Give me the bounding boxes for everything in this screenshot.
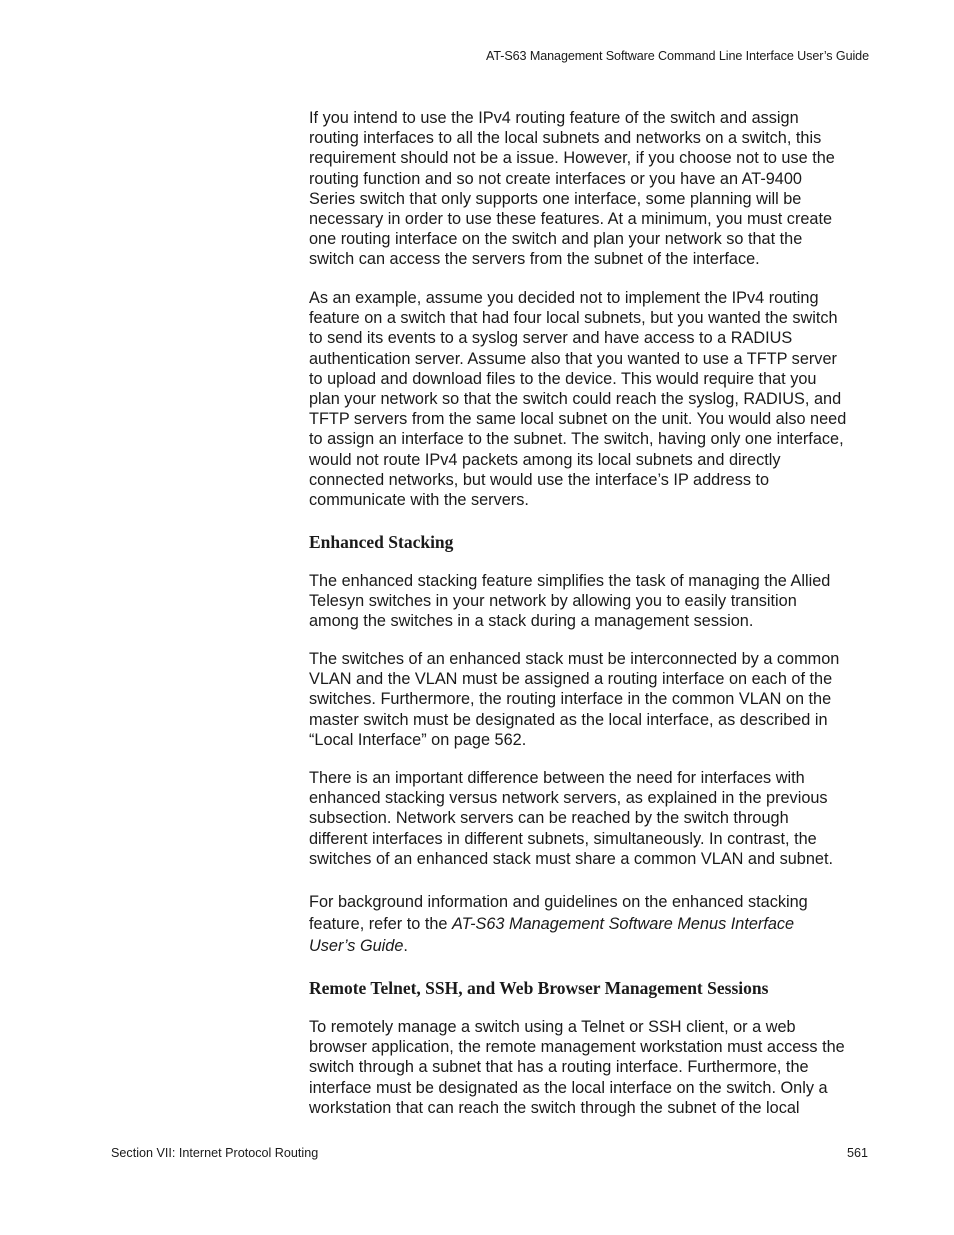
text-line: authentication server. Assume also that you wanted to use a TFTP server <box>309 349 837 368</box>
text-line: routing interfaces to all the local subnets and networks on a switch, this <box>309 129 822 148</box>
section-heading-remote-sessions: Remote Telnet, SSH, and Web Browser Management Sessions <box>309 978 769 998</box>
text-line: communicate with the servers. <box>309 490 529 509</box>
text-line: If you intend to use the IPv4 routing feature of the switch and assign <box>309 109 799 127</box>
text-line: As an example, assume you decided not to implement the IPv4 routing <box>309 289 819 307</box>
text-line: among the switches in a stack during a management session. <box>309 612 754 631</box>
text-line: browser application, the remote management workstation must access the <box>309 1038 845 1057</box>
text-line: The switches of an enhanced stack must be interconnected by a common <box>309 650 840 668</box>
text-line: connected networks, but would use the interface’s IP address to <box>309 470 770 489</box>
guide-title-italic: AT-S63 Management Software Menus Interface <box>452 915 795 933</box>
text-line: switches. Furthermore, the routing interface in the common VLAN on the <box>309 690 832 709</box>
text-line: one routing interface on the switch and plan your network so that the <box>309 230 803 249</box>
footer-page-number: 561 <box>846 1146 868 1160</box>
guide-title-italic: User’s Guide <box>309 937 404 955</box>
text-line: workstation that can reach the switch through the subnet of the local <box>309 1098 800 1117</box>
text-line: would not route IPv4 packets among its local subnets and directly <box>309 450 781 469</box>
text-line: to upload and download files to the device. This would require that you <box>309 369 817 388</box>
text-line: TFTP servers from the same local subnet on the unit. You would also need <box>309 410 847 429</box>
text-line: requirement should not be a issue. However, if you choose not to use the <box>309 149 835 168</box>
text-line <box>309 913 808 935</box>
paragraph-enhanced-stacking-intro <box>309 571 830 632</box>
text-line: enhanced stacking versus network servers, as explained in the previous <box>309 789 828 808</box>
text-line: switches of an enhanced stack must share a common VLAN and subnet. <box>309 849 833 868</box>
paragraph-enhanced-stack-vlan <box>309 649 839 750</box>
footer-section-title: Section VII: Internet Protocol Routing <box>111 1146 319 1160</box>
text-line: Series switch that only supports one interface, some planning will be <box>309 189 802 208</box>
paragraph-ipv4-routing <box>309 108 835 270</box>
text-line: interface must be designated as the local interface on the switch. Only a <box>309 1078 828 1097</box>
text-line: feature on a switch that had four local subnets, but you wanted the switch <box>309 309 838 328</box>
paragraph-important-difference <box>309 768 833 869</box>
running-header: AT-S63 Management Software Command Line Interface User’s Guide <box>485 49 869 63</box>
text-line: different interfaces in different subnets, simultaneously. In contrast, the <box>309 829 817 848</box>
text-line: Telesyn switches in your network by allowing you to easily transition <box>309 592 797 611</box>
section-heading-enhanced-stacking: Enhanced Stacking <box>309 532 454 552</box>
text-line <box>309 935 808 957</box>
text-line: To remotely manage a switch using a Telnet or SSH client, or a web <box>309 1018 796 1036</box>
text-line: subsection. Network servers can be reached by the switch through <box>309 809 789 828</box>
text-line: There is an important difference between the need for interfaces with <box>309 769 805 787</box>
text-line: routing function and so not create interfaces or you have an AT-9400 <box>309 169 802 188</box>
text-line: master switch must be designated as the local interface, as described in <box>309 710 828 729</box>
text-line: plan your network so that the switch could reach the syslog, RADIUS, and <box>309 389 842 408</box>
paragraph-remote-management <box>309 1017 845 1118</box>
text-line: to send its events to a syslog server and have access to a RADIUS <box>309 329 793 348</box>
text-fragment: feature, refer to the <box>309 915 452 933</box>
paragraph-background-reference <box>309 891 808 957</box>
text-line: The enhanced stacking feature simplifies the task of managing the Allied <box>309 572 831 590</box>
paragraph-example <box>309 288 846 510</box>
text-line: switch can access the servers from the subnet of the interface. <box>309 250 760 269</box>
text-line: switch through a subnet that has a routing interface. Furthermore, the <box>309 1058 809 1077</box>
text-line: “Local Interface” on page 562. <box>309 730 527 749</box>
text-line: For background information and guidelines on the enhanced stacking <box>309 893 808 911</box>
text-fragment: . <box>403 937 408 955</box>
text-line: necessary in order to use these features. At a minimum, you must create <box>309 209 833 228</box>
text-line: to assign an interface to the subnet. The switch, having only one interface, <box>309 430 844 449</box>
text-line: VLAN and the VLAN must be assigned a routing interface on each of the <box>309 670 833 689</box>
